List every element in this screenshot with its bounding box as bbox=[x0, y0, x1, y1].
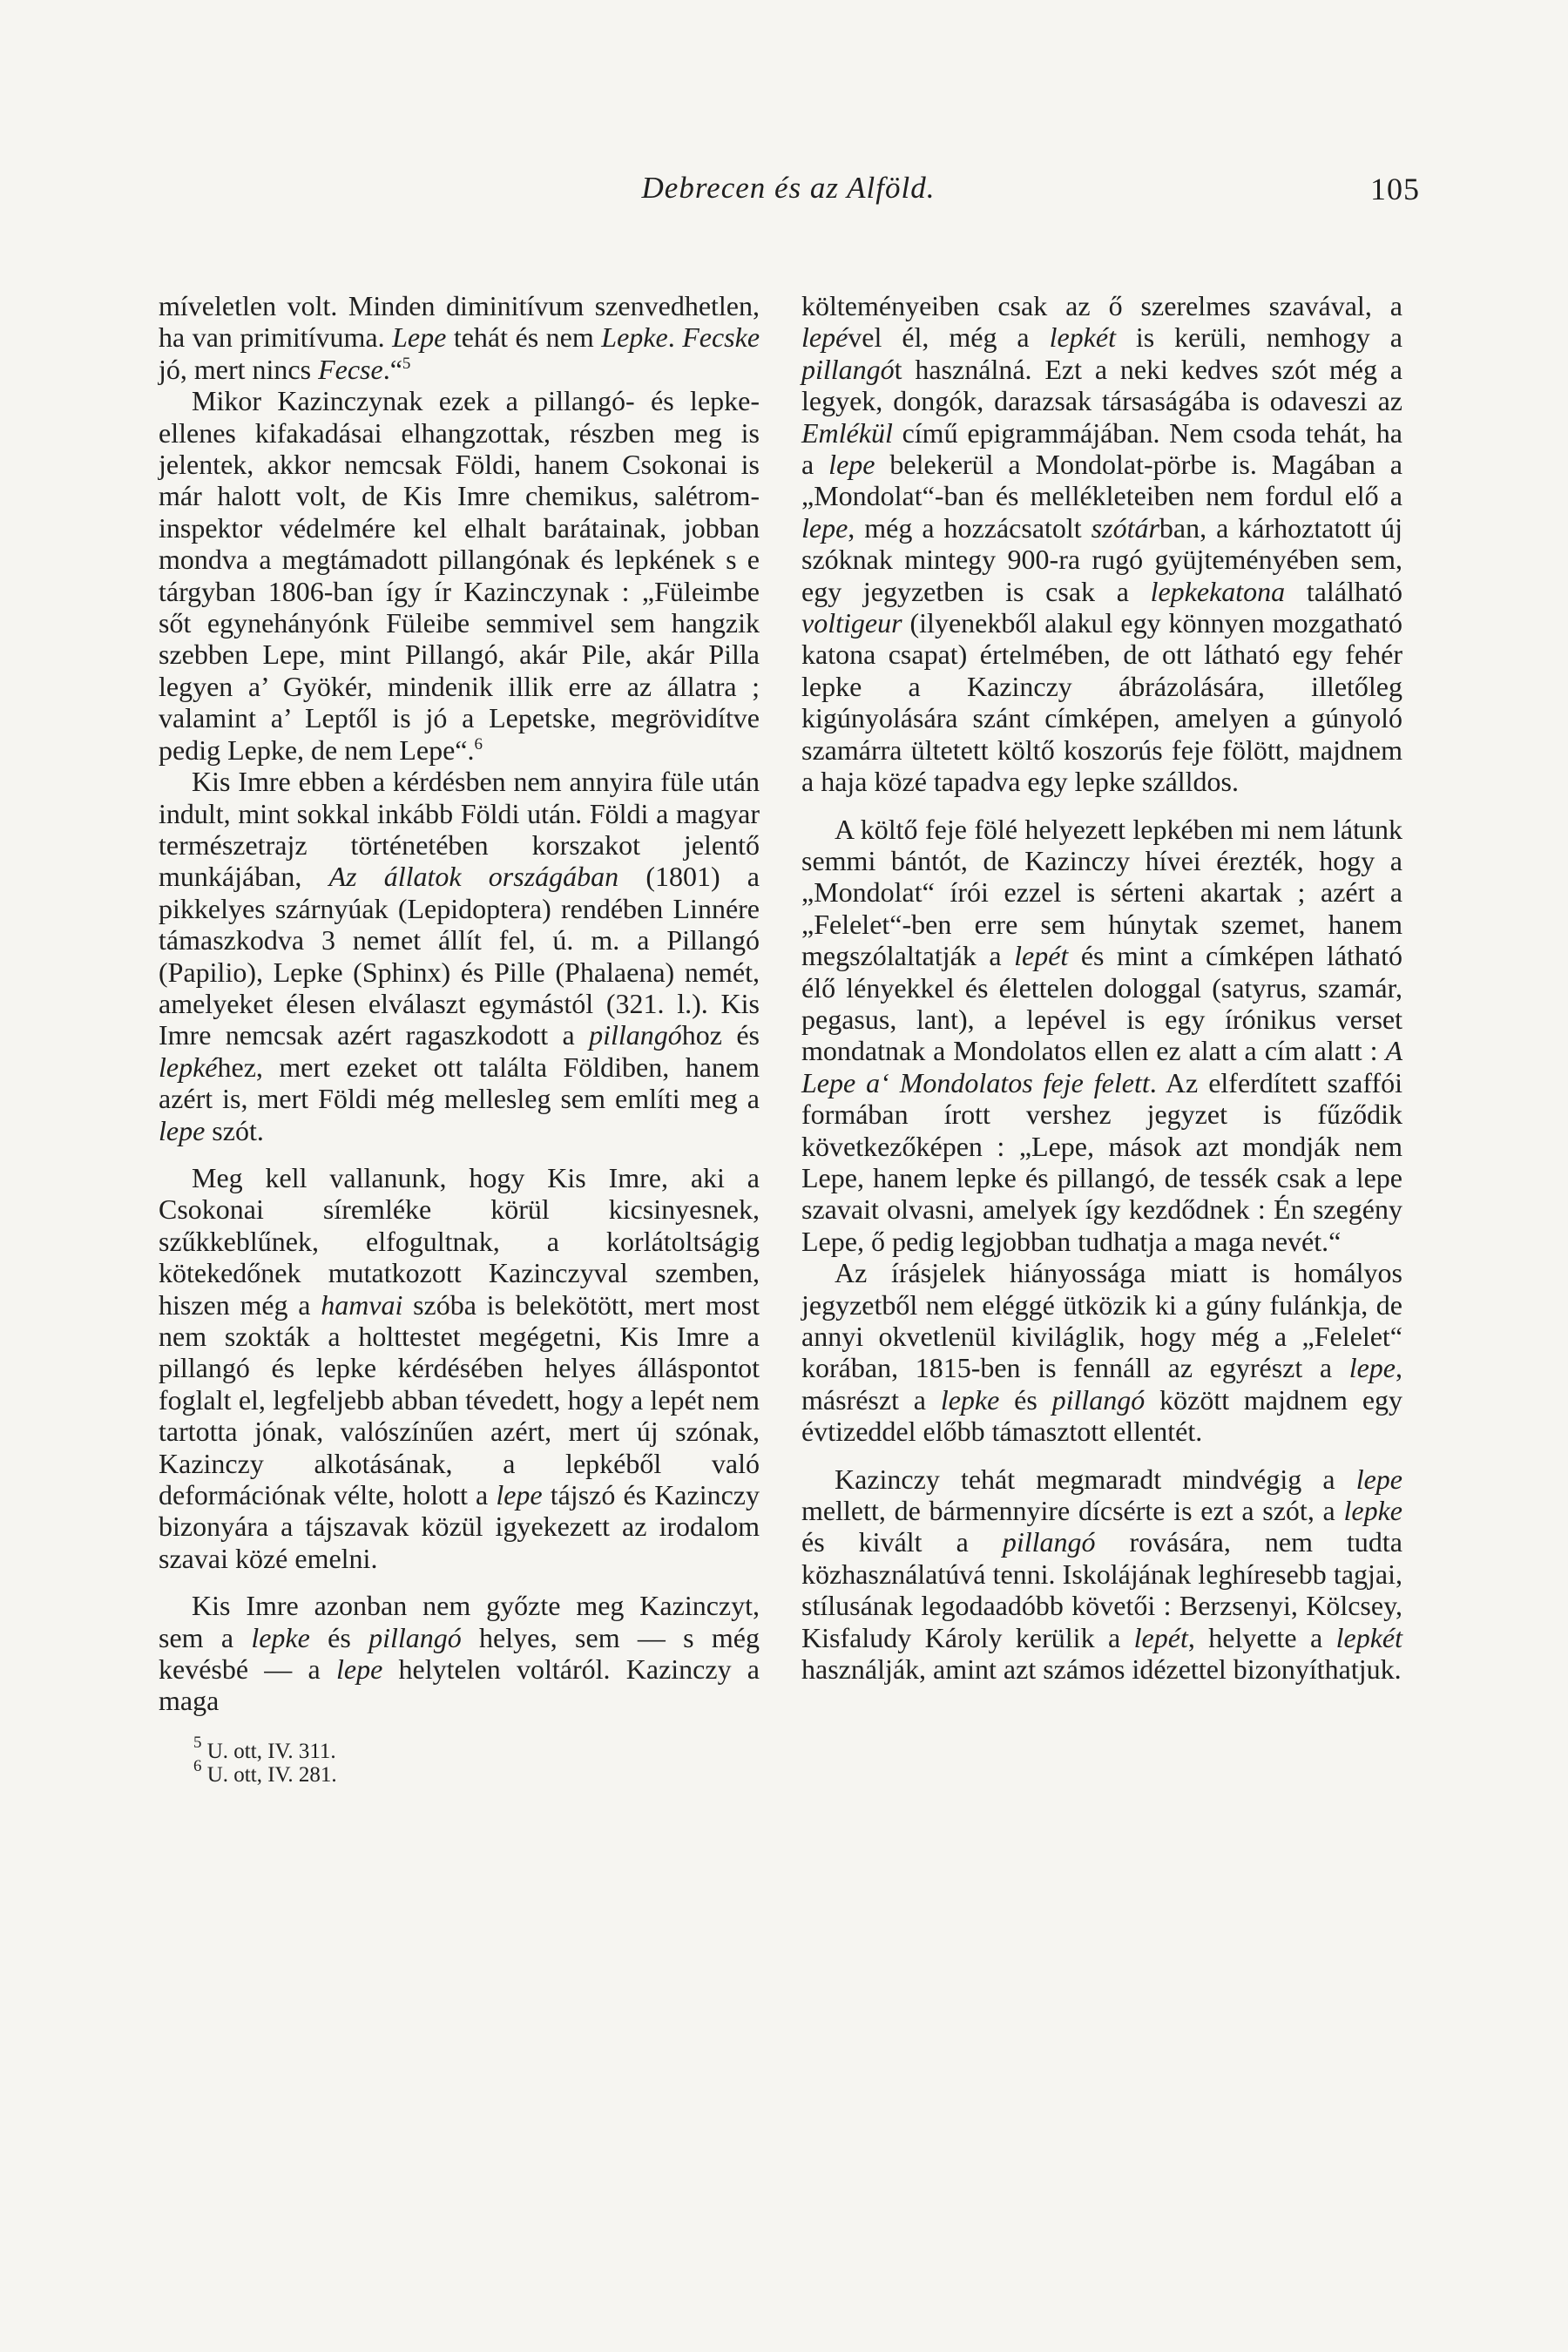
left-paragraph-4: Meg kell vallanunk, hogy Kis Imre, aki a Csokonai síremléke körül kicsinyesnek, szűkkeblűnek, elfogultnak, a korlátoltságig kötekedőnek mutatkozott Kazinczyval szemben, hiszen még a hamvai szóba is belekötött, mert most nem szokták a holttestet megégetni, Kis Imre a pillangó és lepke kérdésében helyes álláspontot foglalt el, legfeljebb abban tévedett, hogy a lepét nem tartotta jónak, valószínűen azért, mert új szónak, Kazinczy alkotásának, a lepkéből való deformációnak vélte, holott a lepe tájszó és Kazinczy bizonyára a tájszavak közül igyekezett az irodalom szavai közé emelni. bbox=[159, 1161, 760, 1574]
footnote-6: $^6$ U. ott, IV. 281. bbox=[193, 1756, 337, 1787]
footnote-ref-6: 6 bbox=[474, 734, 483, 754]
footnote-ref-5: 5 bbox=[402, 354, 411, 373]
right-paragraph-1: költeményeiben csak az ő szerelmes szavával, a lepével él, még a lepkét is kerüli, nemhogy a pillangót használná. Ezt a neki kedves szót még a legyek, dongók, darazsak társaságába is odaveszi az Emlékül című epigrammájában. Nem csoda tehát, ha a lepe belekerül a Mondolat-pörbe is. Magában a „Mondolat“-ban és mellékleteiben nem fordul elő a lepe, még a hozzácsatolt szótárban, a kárhoztatott új szóknak mintegy 900-ra rugó gyüjteményében sem, egy jegyzetben is csak a lepkekatona található voltigeur (ilyenekből alakul egy könnyen mozgatható katona csapat) értelmében, de ott látható egy fehér lepke a Kazinczy ábrázolására, illetőleg kigúnyolására szánt címképen, amelyen a gúnyoló szamárra ültetett költő koszorús feje fölött, majdnem a haja közé tapadva egy lepke szálldos. bbox=[801, 290, 1403, 798]
right-column bbox=[801, 290, 1402, 1685]
right-paragraph-4: Kazinczy tehát megmaradt mindvégig a lepe mellett, de bármennyire dícsérte is ezt a szót, a lepke és kivált a pillangó rovására, nem tudta közhasználatúvá tenni. Iskolájának leghíresebb tagjai, stílusának legodaadóbb követői : Berzsenyi, Kölcsey, Kisfaludy Károly kerülik a lepét, helyette a lepkét használják, amint azt számos idézettel bizonyíthatjuk. bbox=[801, 1463, 1403, 1686]
left-paragraph-1: míveletlen volt. Minden diminitívum szenvedhetlen, ha van primitívuma. Lepe tehát és nem Lepke. Fecske jó, mert nincs Fecse.“$^5$ bbox=[159, 290, 760, 385]
left-paragraph-2: Mikor Kazinczynak ezek a pillangó- és lepke-ellenes kifakadásai elhangzottak, részben meg is jelentek, akkor nemcsak Földi, hanem Csokonai is már halott volt, de Kis Imre chemikus, salétrom-inspektor védelmére kel elhalt barátainak, jobban mondva a megtámadott pillangónak és lepkének s e tárgyban 1806-ban így ír Kazinczynak : „Füleimbe sőt egynehányónk Füleibe semmivel sem hangzik szebben Lepe, mint Pillangó, akár Pile, akár Pilla legyen a’ Gyökér, mindenik illik erre az állatra ; valamint a’ Leptől is jó a Lepetske, megrövidítve pedig Lepke, de nem Lepe“.$^6$ bbox=[159, 385, 760, 766]
left-paragraph-3: Kis Imre ebben a kérdésben nem annyira füle után indult, mint sokkal inkább Földi után. Földi a magyar természetrajz történetében korszakot jelentő munkájában, Az állatok országában (1801) a pikkelyes szárnyúak (Lepidoptera) rendében Linnére támaszkodva 3 nemet állít fel, ú. m. a Pillangó (Papilio), Lepke (Sphinx) és Pille (Phalaena) nemét, amelyeket élesen elválaszt egymástól (321. l.). Kis Imre nemcsak azért ragaszkodott a pillangóhoz és lepkéhez, mert ezeket ott találta Földiben, hanem azért is, mert Földi még mellesleg sem említi meg a lepe szót. bbox=[159, 766, 760, 1146]
left-paragraph-5: Kis Imre azonban nem győzte meg Kazinczyt, sem a lepke és pillangó helyes, sem — s még kevésbé — a lepe helytelen voltáról. Kazinczy a maga bbox=[159, 1590, 760, 1717]
running-head: Debrecen és az Alföld. bbox=[641, 171, 936, 205]
right-paragraph-3: Az írásjelek hiányossága miatt is homályos jegyzetből nem eléggé ütközik ki a gúny fulánkja, de annyi okvetlenül kiviláglik, hogy még a „Felelet“ korában, 1815-ben is fennáll az egyrészt a lepe, másrészt a lepke és pillangó között majdnem egy évtizeddel előbb támasztott ellentét. bbox=[801, 1257, 1403, 1448]
page-header bbox=[157, 171, 1420, 206]
page-number: 105 bbox=[1370, 172, 1420, 206]
right-paragraph-2: A költő feje fölé helyezett lepkében mi nem látunk semmi bántót, de Kazinczy hívei érezték, hogy a „Mondolat“ írói ezzel is sérteni akartak ; azért a „Felelet“-ben erre sem húnytak szemet, hanem megszólaltatják a lepét és mint a címképen látható élő lényekkel és élettelen dologgal (satyrus, szamár, pegasus, lant), a lepével is egy írónikus verset mondatnak a Mondolatos ellen ez alatt a cím alatt : A Lepe a‘ Mondolatos feje felett. Az elferdített szaffói formában írott vershez jegyzet is fűződik következőképen : „Lepe, mások azt mondják nem Lepe, hanem lepke és pillangó, de tessék csak a lepe szavait olvasni, amelyek így kezdődnek : Én szegény Lepe, ő pedig legjobban tudhatja a maga nevét.“ bbox=[801, 813, 1403, 1257]
footnotes bbox=[159, 1733, 760, 1787]
footnote-5: $^5$ U. ott, IV. 311. bbox=[193, 1733, 336, 1763]
left-column bbox=[159, 290, 760, 1787]
